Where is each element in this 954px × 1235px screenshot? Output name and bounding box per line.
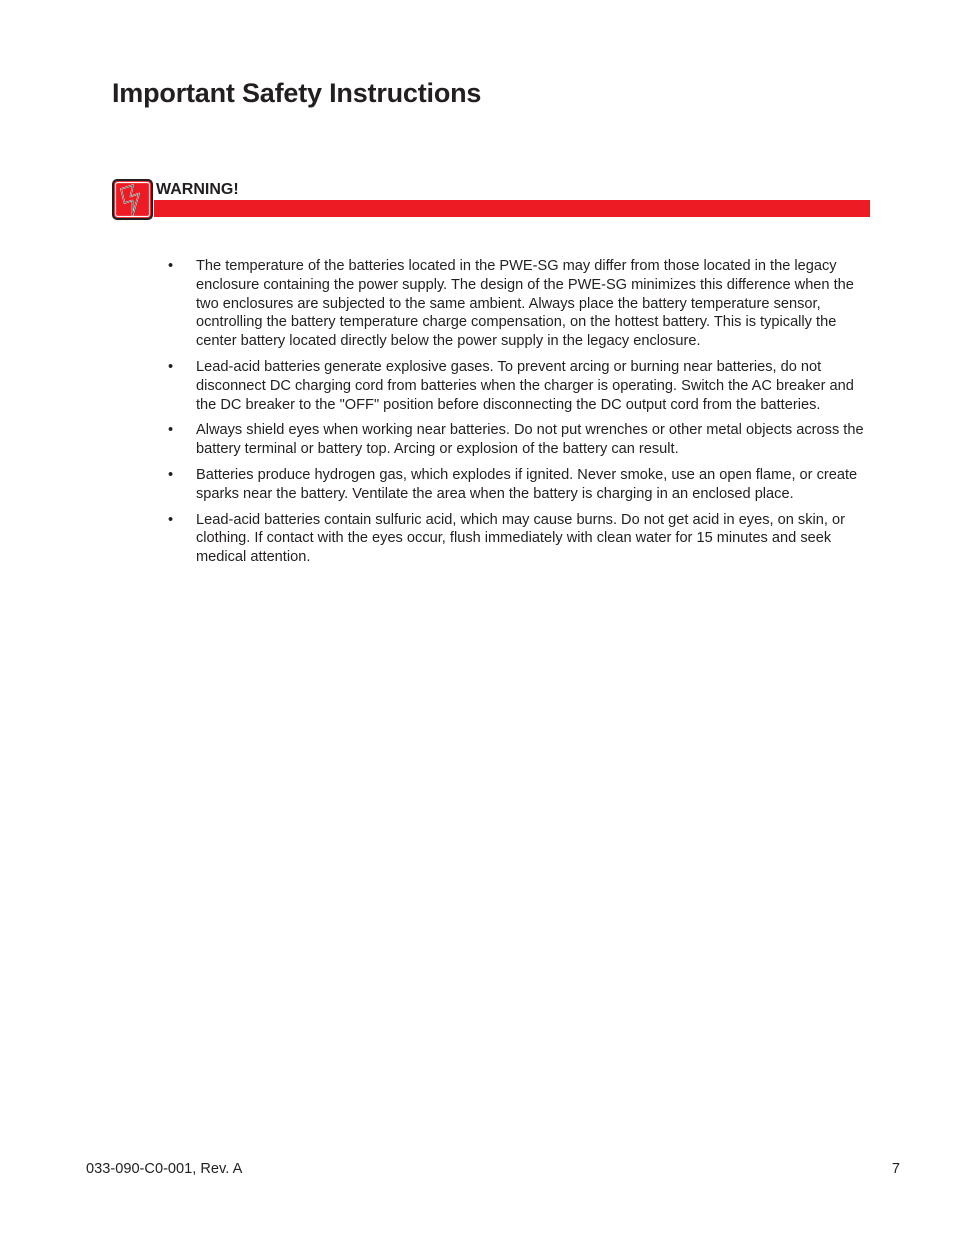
list-item-text: Lead-acid batteries contain sulfuric acid, which may cause burns. Do not get acid in eyes, on skin, or clothing. If contact with the eyes occur, flush immediately with clean water for 15 minutes and seek medical attention. — [196, 511, 845, 566]
list-item — [168, 466, 868, 504]
list-item — [168, 257, 868, 351]
bullet-mark: • — [168, 358, 174, 375]
warning-label: WARNING! — [156, 181, 239, 198]
page-title: Important Safety Instructions — [112, 78, 482, 108]
list-item-text: Batteries produce hydrogen gas, which explodes if ignited. Never smoke, use an open flame, or create sparks near the battery. Ventilate the area when the battery is charging in an enclosed place. — [196, 466, 858, 502]
bullet-mark: • — [168, 258, 174, 274]
list-item-text: The temperature of the batteries located in the PWE-SG may differ from those located in the legacy enclosure containing the power supply. The design of the PWE-SG minimizes this difference when the two enclosures are subjected to the same ambient. Always place the battery temperature sensor, ocntrolling the battery temperature charge compensation, on the hottest battery. This is typically the center battery located directly below the power supply in the legacy enclosure. — [196, 258, 854, 350]
footer-document-number: 033-090-C0-001, Rev. A — [86, 1161, 243, 1177]
bullet-mark: • — [168, 466, 174, 483]
lightning-bolt-icon — [112, 179, 153, 220]
list-item — [168, 511, 868, 567]
safety-instructions-list — [168, 257, 868, 574]
list-item — [168, 421, 868, 459]
warning-bar — [154, 200, 870, 217]
list-item — [168, 358, 868, 414]
bullet-mark: • — [168, 511, 174, 528]
bullet-mark: • — [168, 422, 174, 439]
list-item-text: Lead-acid batteries generate explosive gases. To prevent arcing or burning near batteries, do not disconnect DC charging cord from batteries when the charger is operating. Switch the AC breaker and the DC breaker to the "OFF" position before disconnecting the DC output cord from the batteries. — [196, 358, 854, 413]
footer-page-number: 7 — [891, 1161, 900, 1177]
warning-banner — [112, 179, 870, 220]
list-item-text: Always shield eyes when working near batteries. Do not put wrenches or other metal objects across the battery terminal or battery top. Arcing or explosion of the battery can result. — [196, 422, 864, 458]
